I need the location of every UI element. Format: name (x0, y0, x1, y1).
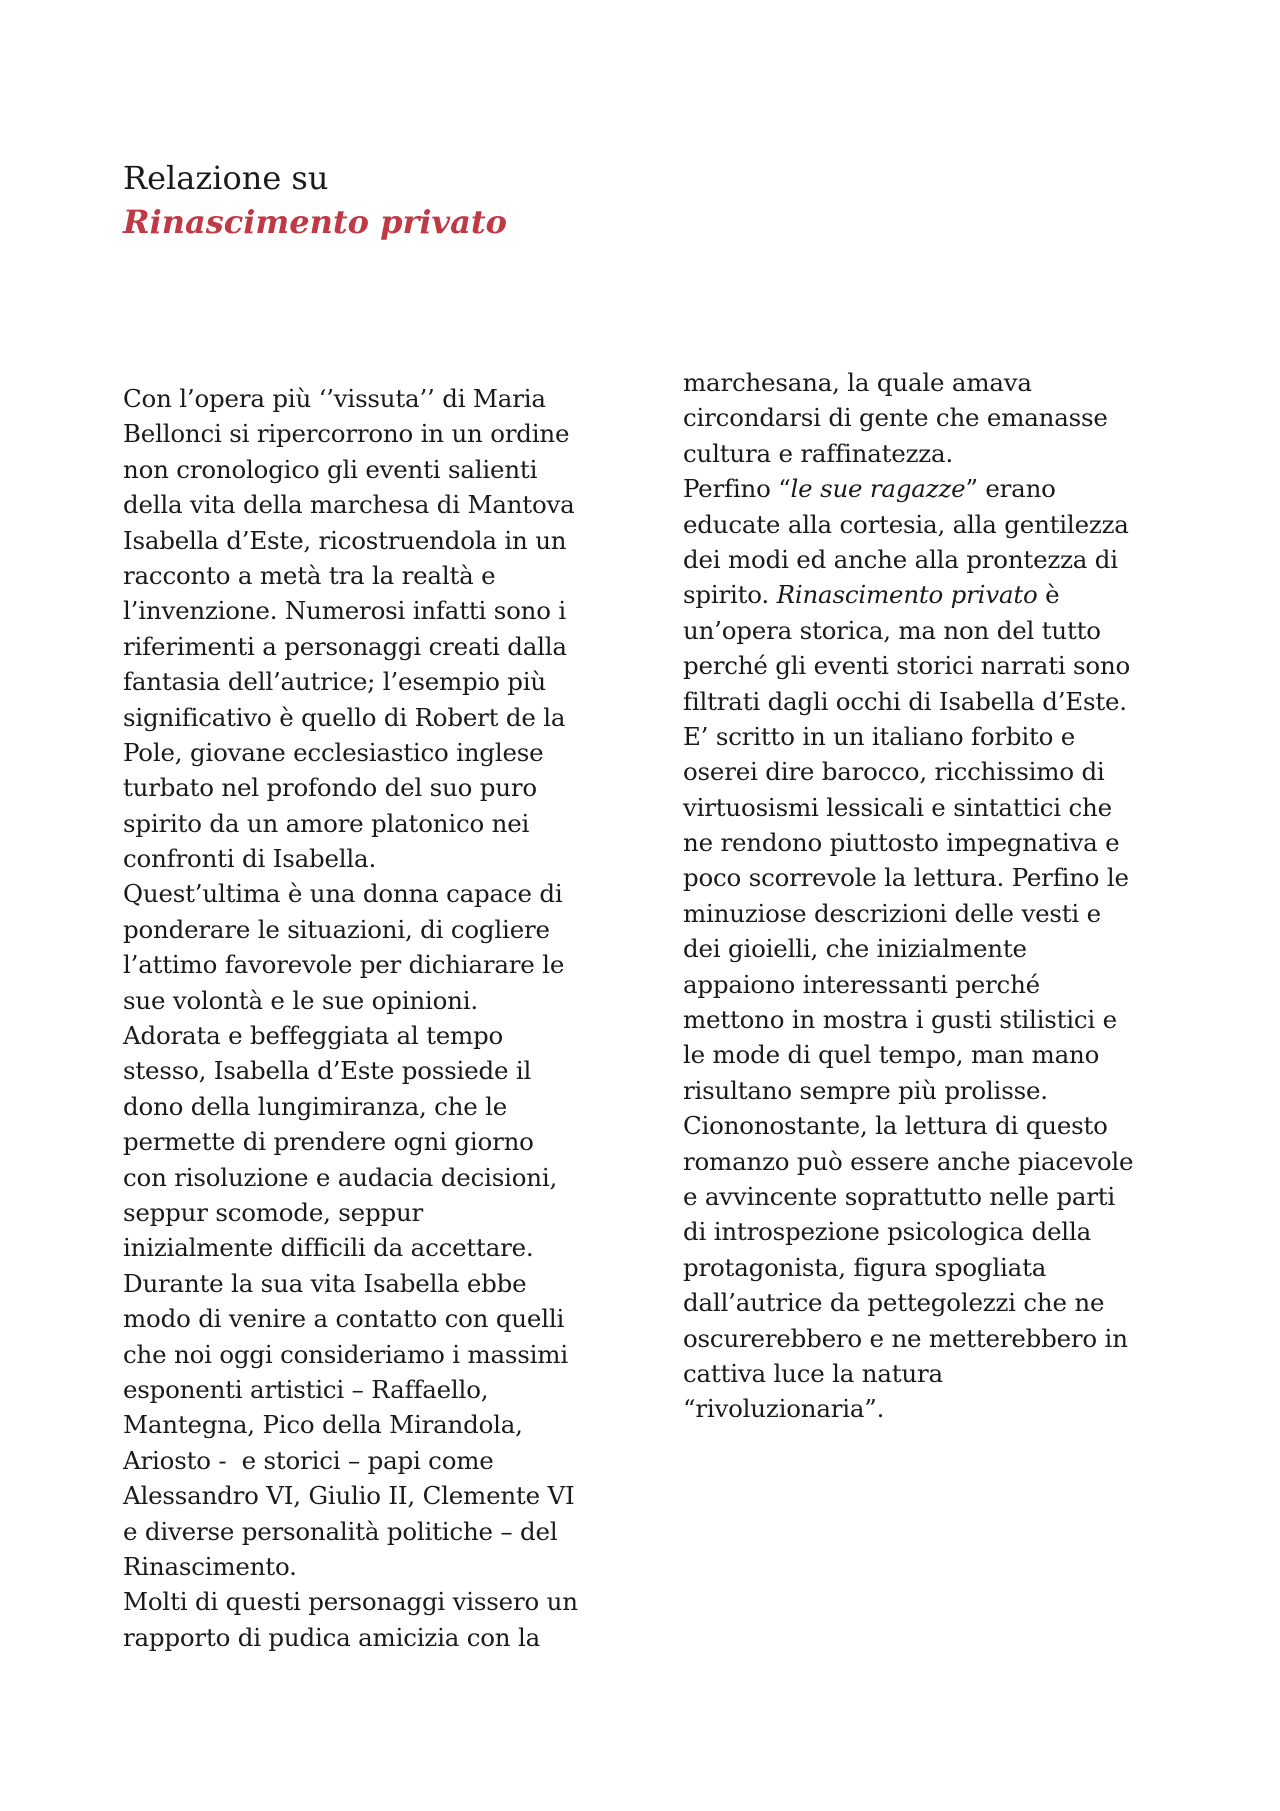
text-line: Alessandro VI, Giulio II, Clemente VI (123, 1481, 575, 1511)
right-column-remaining-lines (683, 613, 1173, 1427)
text-line: Rinascimento. (123, 1551, 297, 1581)
text-line: non cronologico gli eventi salienti (123, 454, 538, 484)
text-line: modo di venire a contatto con quelli (123, 1304, 565, 1334)
text-line: dei modi ed anche alla prontezza di (683, 544, 1118, 574)
text-line: romanzo può essere anche piacevole (683, 1146, 1134, 1176)
text-line: Ariosto - e storici – papi come (123, 1445, 494, 1475)
italic-book-title: Rinascimento privato (776, 580, 1038, 610)
text-line: con risoluzione e audacia decisioni, (123, 1162, 558, 1192)
text-line: Pole, giovane ecclesiastico inglese (123, 737, 544, 767)
text-line: spirito da un amore platonico nei (123, 808, 530, 838)
text-line: permette di prendere ogni giorno (123, 1127, 534, 1157)
text-line: oserei dire barocco, ricchissimo di (683, 757, 1105, 787)
text-line: di introspezione psicologica della (683, 1217, 1091, 1247)
text-line: esponenti artistici – Raffaello, (123, 1374, 489, 1404)
text-line: Con l’opera più ‘’vissuta’’ di Maria (123, 384, 546, 413)
text-line: mettono in mostra i gusti stilistici e (683, 1005, 1117, 1035)
italic-quote: le sue ragazze (790, 474, 966, 504)
text-line: le mode di quel tempo, man mano (683, 1040, 1100, 1070)
text-line: della vita della marchesa di Mantova (123, 490, 575, 520)
text-line: fantasia dell’autrice; l’esempio più (123, 667, 546, 697)
text-line: filtrati dagli occhi di Isabella d’Este. (683, 686, 1127, 716)
text-line: cultura e raffinatezza. (683, 438, 953, 468)
text-segment: Perfino “ (683, 474, 791, 504)
text-line: risultano sempre più prolisse. (683, 1075, 1048, 1105)
text-line: ne rendono piuttosto impegnativa e (683, 828, 1120, 858)
text-line: inizialmente difficili da accettare. (123, 1233, 534, 1263)
text-line: stesso, Isabella d’Este possiede il (123, 1056, 532, 1086)
text-line-with-quote (683, 471, 1173, 506)
text-line: racconto a metà tra la realtà e (123, 560, 496, 590)
text-line: e diverse personalità politiche – del (123, 1516, 558, 1546)
document-title (123, 156, 823, 244)
text-line: turbato nel profondo del suo puro (123, 773, 537, 803)
text-line: Quest’ultima è una donna capace di (123, 879, 563, 909)
text-line: virtuosismi lessicali e sintattici che (683, 792, 1112, 822)
text-line: l’invenzione. Numerosi infatti sono i (123, 596, 566, 626)
text-line: poco scorrevole la lettura. Perfino le (683, 863, 1129, 893)
text-line: appaiono interessanti perché (683, 969, 1040, 999)
text-line: perché gli eventi storici narrati sono (683, 651, 1131, 681)
text-line: Durante la sua vita Isabella ebbe (123, 1268, 527, 1298)
text-line: significativo è quello di Robert de la (123, 702, 566, 732)
text-line: Adorata e beffeggiata al tempo (123, 1021, 504, 1051)
text-segment: ” erano (965, 474, 1056, 504)
text-line: riferimenti a personaggi creati dalla (123, 631, 567, 661)
text-line: l’attimo favorevole per dichiarare le (123, 950, 565, 980)
text-line: che noi oggi consideriamo i massimi (123, 1339, 568, 1369)
text-line: un’opera storica, ma non del tutto (683, 615, 1101, 645)
text-line: Ciononostante, la lettura di questo (683, 1111, 1108, 1141)
text-line: protagonista, figura spogliata (683, 1252, 1047, 1282)
text-line: “rivoluzionaria”. (683, 1394, 885, 1424)
text-line: dono della lungimiranza, che le (123, 1091, 508, 1121)
text-line: educate alla cortesia, alla gentilezza (683, 509, 1129, 539)
text-line: rapporto di pudica amicizia con la (123, 1622, 540, 1652)
text-segment: spirito. (683, 580, 777, 610)
text-line: seppur scomode, seppur (123, 1197, 424, 1227)
left-text-column (123, 381, 613, 1655)
text-line: Molti di questi personaggi vissero un (123, 1587, 578, 1617)
text-line: oscurerebbero e ne metterebbero in (683, 1323, 1128, 1353)
text-line: Bellonci si ripercorrono in un ordine (123, 419, 570, 449)
text-line: confronti di Isabella. (123, 844, 377, 874)
text-line: Mantegna, Pico della Mirandola, (123, 1410, 523, 1440)
text-line: marchesana, la quale amava (683, 368, 1032, 397)
title-line-2-book-name: Rinascimento privato (123, 203, 507, 241)
text-line: minuziose descrizioni delle vesti e (683, 898, 1101, 928)
right-text-column (683, 365, 1173, 1427)
title-line-1: Relazione su (123, 159, 329, 197)
text-line: dall’autrice da pettegolezzi che ne (683, 1288, 1105, 1318)
text-line: ponderare le situazioni, di cogliere (123, 914, 550, 944)
text-line: dei gioielli, che inizialmente (683, 934, 1027, 964)
text-segment: è (1037, 580, 1060, 610)
text-line: sue volontà e le sue opinioni. (123, 985, 478, 1015)
text-line: E’ scritto in un italiano forbito e (683, 721, 1076, 751)
text-line: Isabella d’Este, ricostruendola in un (123, 525, 567, 555)
text-line: cattiva luce la natura (683, 1358, 943, 1388)
text-line-with-book-title (683, 577, 1173, 612)
text-line: e avvincente soprattutto nelle parti (683, 1181, 1116, 1211)
text-line: circondarsi di gente che emanasse (683, 403, 1108, 433)
